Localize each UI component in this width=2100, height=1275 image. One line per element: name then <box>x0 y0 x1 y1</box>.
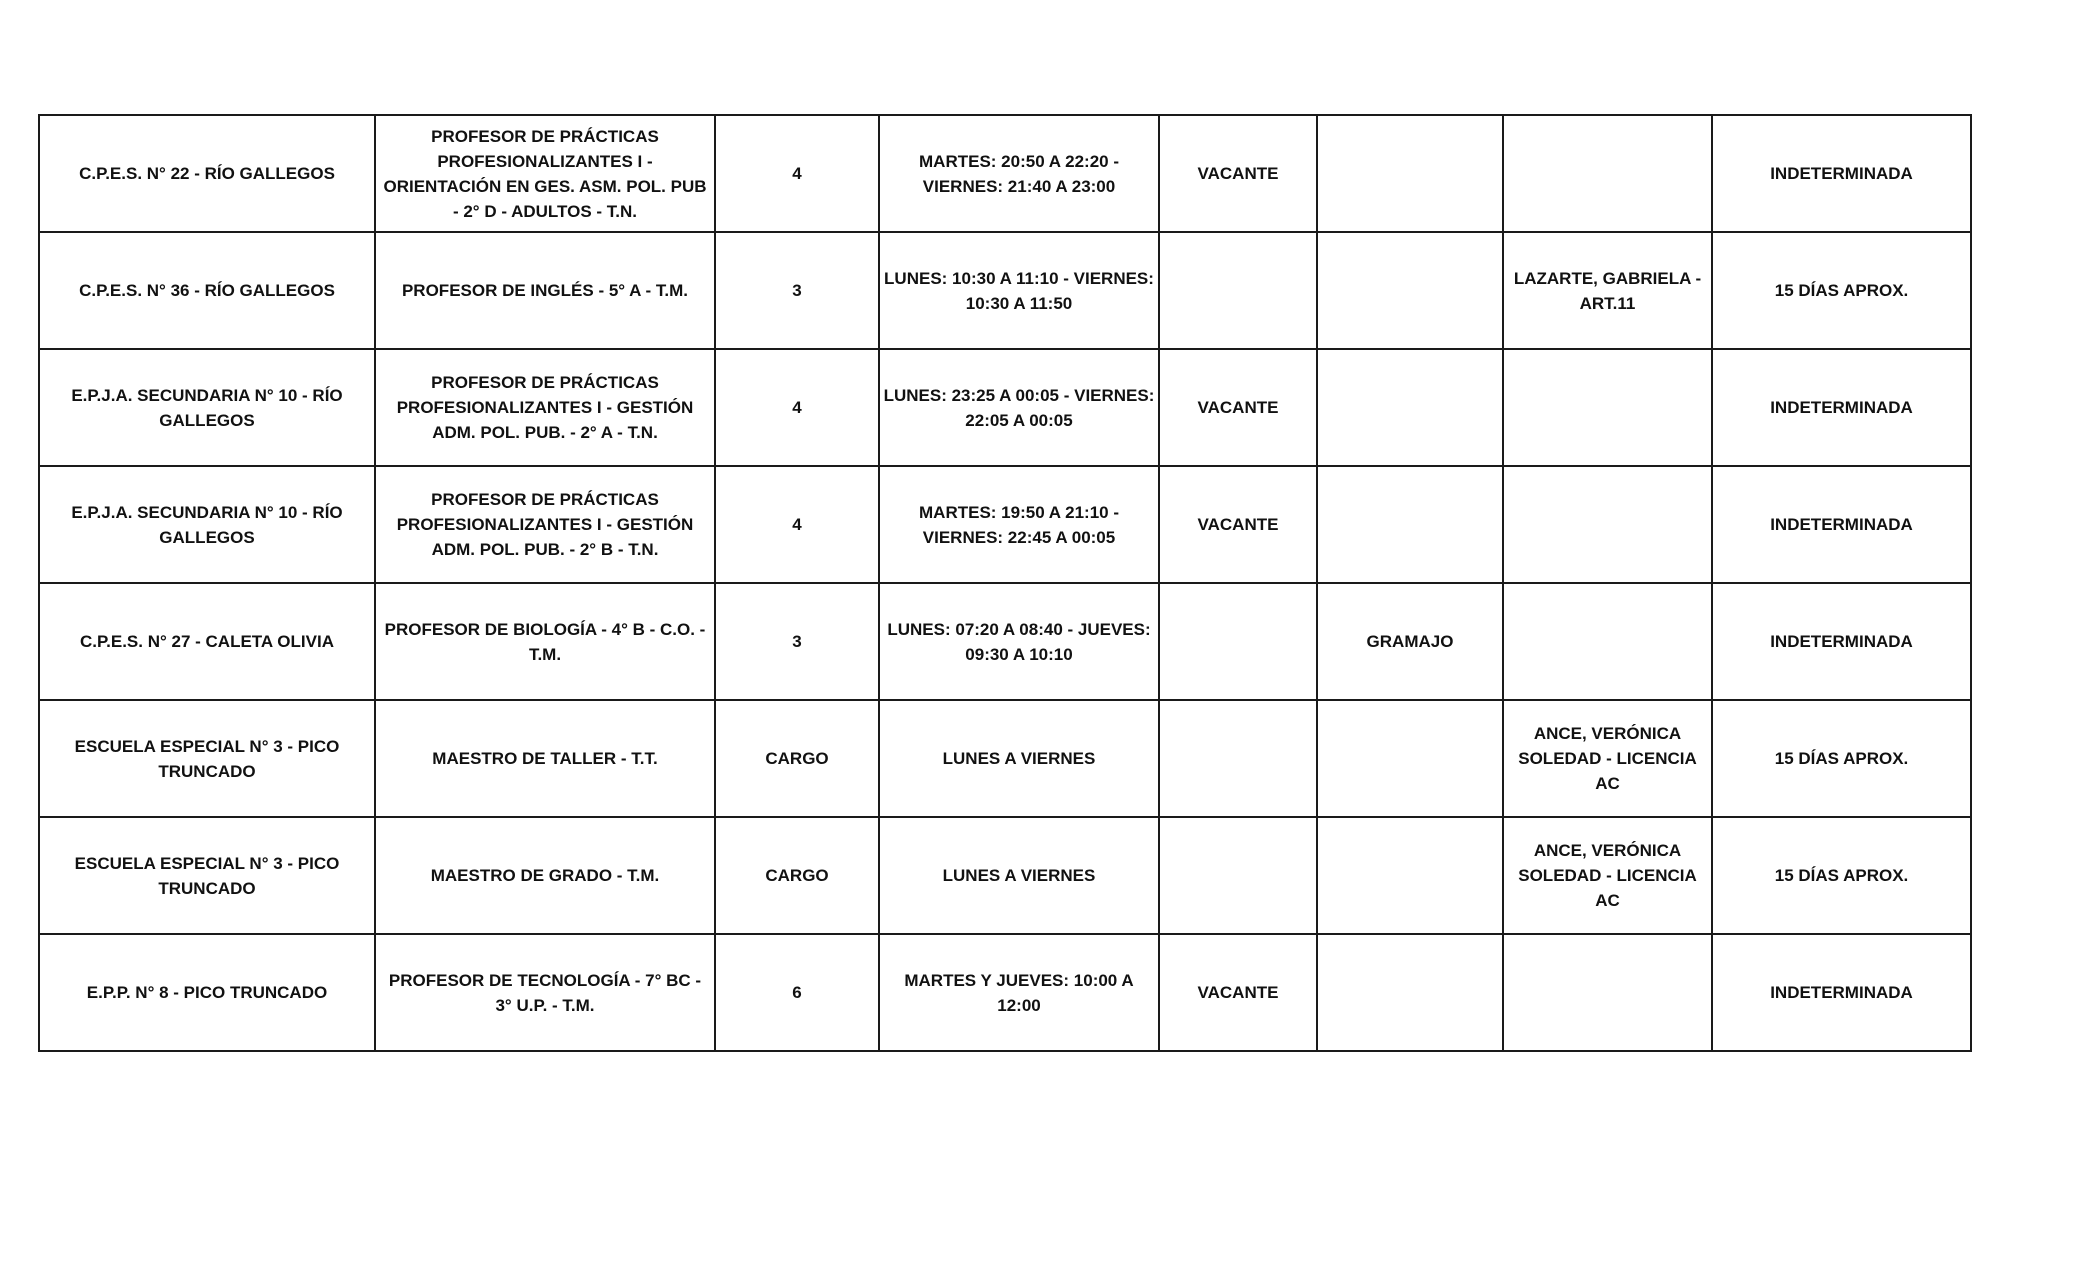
status-cell: VACANTE <box>1159 349 1317 466</box>
assigned-cell: GRAMAJO <box>1317 583 1503 700</box>
school-cell: C.P.E.S. N° 22 - RÍO GALLEGOS <box>39 115 375 232</box>
schedule-cell: MARTES: 19:50 A 21:10 - VIERNES: 22:45 A 00:05 <box>879 466 1159 583</box>
duration-cell: 15 DÍAS APROX. <box>1712 700 1971 817</box>
duration-cell: INDETERMINADA <box>1712 115 1971 232</box>
assigned-cell <box>1317 349 1503 466</box>
duration-cell: INDETERMINADA <box>1712 583 1971 700</box>
replaces-cell: ANCE, VERÓNICA SOLEDAD - LICENCIA AC <box>1503 700 1712 817</box>
replaces-cell <box>1503 583 1712 700</box>
status-cell: VACANTE <box>1159 466 1317 583</box>
hours-cell: CARGO <box>715 817 879 934</box>
position-cell: PROFESOR DE PRÁCTICAS PROFESIONALIZANTES I - GESTIÓN ADM. POL. PUB. - 2° A - T.N. <box>375 349 715 466</box>
position-cell: MAESTRO DE TALLER - T.T. <box>375 700 715 817</box>
schedule-cell: MARTES Y JUEVES: 10:00 A 12:00 <box>879 934 1159 1051</box>
table-row <box>39 934 1971 1051</box>
school-cell: ESCUELA ESPECIAL N° 3 - PICO TRUNCADO <box>39 817 375 934</box>
school-cell: E.P.P. N° 8 - PICO TRUNCADO <box>39 934 375 1051</box>
table-row <box>39 583 1971 700</box>
status-cell: VACANTE <box>1159 934 1317 1051</box>
table-row <box>39 232 1971 349</box>
status-cell <box>1159 583 1317 700</box>
status-cell <box>1159 700 1317 817</box>
duration-cell: INDETERMINADA <box>1712 934 1971 1051</box>
duration-cell: INDETERMINADA <box>1712 466 1971 583</box>
schedule-cell: LUNES: 07:20 A 08:40 - JUEVES: 09:30 A 10:10 <box>879 583 1159 700</box>
assigned-cell <box>1317 466 1503 583</box>
position-cell: PROFESOR DE TECNOLOGÍA - 7° BC - 3° U.P. - T.M. <box>375 934 715 1051</box>
table-row <box>39 115 1971 232</box>
status-cell <box>1159 232 1317 349</box>
duration-cell: 15 DÍAS APROX. <box>1712 232 1971 349</box>
vacancies-table <box>38 114 1972 1052</box>
hours-cell: 6 <box>715 934 879 1051</box>
school-cell: E.P.J.A. SECUNDARIA N° 10 - RÍO GALLEGOS <box>39 349 375 466</box>
replaces-cell <box>1503 115 1712 232</box>
schedule-cell: MARTES: 20:50 A 22:20 - VIERNES: 21:40 A 23:00 <box>879 115 1159 232</box>
table-row <box>39 349 1971 466</box>
hours-cell: 4 <box>715 466 879 583</box>
schedule-cell: LUNES A VIERNES <box>879 817 1159 934</box>
hours-cell: 3 <box>715 583 879 700</box>
schedule-cell: LUNES A VIERNES <box>879 700 1159 817</box>
position-cell: MAESTRO DE GRADO - T.M. <box>375 817 715 934</box>
position-cell: PROFESOR DE PRÁCTICAS PROFESIONALIZANTES I - GESTIÓN ADM. POL. PUB. - 2° B - T.N. <box>375 466 715 583</box>
hours-cell: 4 <box>715 349 879 466</box>
duration-cell: INDETERMINADA <box>1712 349 1971 466</box>
position-cell: PROFESOR DE INGLÉS - 5° A - T.M. <box>375 232 715 349</box>
status-cell <box>1159 817 1317 934</box>
table-row <box>39 700 1971 817</box>
hours-cell: 3 <box>715 232 879 349</box>
assigned-cell <box>1317 934 1503 1051</box>
table-row <box>39 466 1971 583</box>
replaces-cell <box>1503 934 1712 1051</box>
assigned-cell <box>1317 115 1503 232</box>
school-cell: E.P.J.A. SECUNDARIA N° 10 - RÍO GALLEGOS <box>39 466 375 583</box>
school-cell: C.P.E.S. N° 36 - RÍO GALLEGOS <box>39 232 375 349</box>
replaces-cell <box>1503 349 1712 466</box>
replaces-cell: LAZARTE, GABRIELA - ART.11 <box>1503 232 1712 349</box>
school-cell: C.P.E.S. N° 27 - CALETA OLIVIA <box>39 583 375 700</box>
assigned-cell <box>1317 817 1503 934</box>
table-row <box>39 817 1971 934</box>
replaces-cell <box>1503 466 1712 583</box>
schedule-cell: LUNES: 10:30 A 11:10 - VIERNES: 10:30 A 11:50 <box>879 232 1159 349</box>
status-cell: VACANTE <box>1159 115 1317 232</box>
position-cell: PROFESOR DE PRÁCTICAS PROFESIONALIZANTES I - ORIENTACIÓN EN GES. ASM. POL. PUB - 2° D - ADULTOS - T.N. <box>375 115 715 232</box>
schedule-cell: LUNES: 23:25 A 00:05 - VIERNES: 22:05 A 00:05 <box>879 349 1159 466</box>
school-cell: ESCUELA ESPECIAL N° 3 - PICO TRUNCADO <box>39 700 375 817</box>
hours-cell: 4 <box>715 115 879 232</box>
assigned-cell <box>1317 700 1503 817</box>
hours-cell: CARGO <box>715 700 879 817</box>
replaces-cell: ANCE, VERÓNICA SOLEDAD - LICENCIA AC <box>1503 817 1712 934</box>
assigned-cell <box>1317 232 1503 349</box>
duration-cell: 15 DÍAS APROX. <box>1712 817 1971 934</box>
position-cell: PROFESOR DE BIOLOGÍA - 4° B - C.O. - T.M. <box>375 583 715 700</box>
